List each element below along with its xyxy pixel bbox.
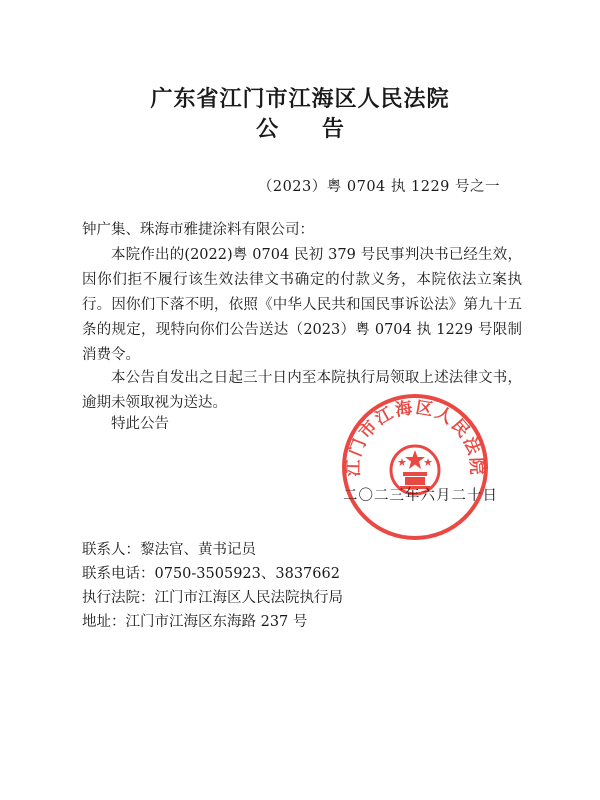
seal-text: 江门市江海区人民法院 bbox=[343, 397, 487, 477]
contact-person: 联系人：黎法官、黄书记员 bbox=[82, 542, 256, 558]
svg-text:江门市江海区人民法院 bbox=[344, 397, 488, 477]
issue-date: 二〇二三年六月二十日 bbox=[343, 488, 498, 504]
contact-phone: 联系电话：0750-3505923、3837662 bbox=[82, 566, 340, 582]
court-name-heading: 广东省江门市江海区人民法院 bbox=[150, 86, 450, 112]
case-number: （2023）粤 0704 执 1229 号之一 bbox=[257, 179, 500, 195]
executing-court: 执行法院：江门市江海区人民法院执行局 bbox=[82, 590, 343, 606]
court-seal-stamp bbox=[340, 392, 490, 542]
paragraph-notice: 本院作出的(2022)粤 0704 民初 379 号民事判决书已经生效，因你们拒不履行该生效法律文书确定的付款义务，本院依法立案执行。因你们下落不明，依照《中华人民共和国民事诉讼法》第九十五条的规定，现特向你们公告送达（2023）粤 0704 执 1229 号限制消费令。 bbox=[82, 247, 522, 363]
announcement-heading: 公 告 bbox=[256, 116, 362, 142]
court-address: 地址：江门市江海区东海路 237 号 bbox=[82, 614, 308, 630]
addressee: 钟广集、珠海市雅捷涂料有限公司： bbox=[82, 222, 314, 238]
paragraph-closing: 特此公告 bbox=[111, 416, 169, 432]
paragraph-deadline: 本公告自发出之日起三十日内至本院执行局领取上述法律文书，逾期未领取视为送达。 bbox=[82, 370, 522, 411]
